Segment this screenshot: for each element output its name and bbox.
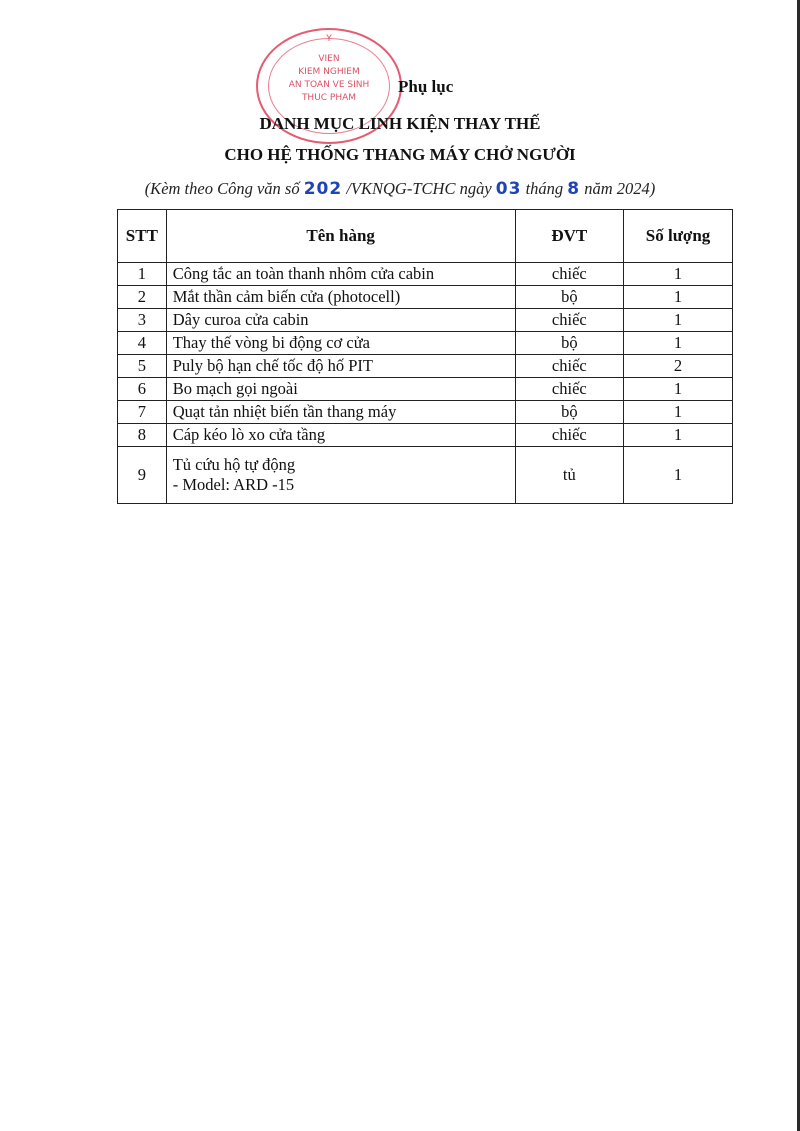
item-model-line: - Model: ARD -15 — [172, 475, 295, 494]
table-row — [118, 424, 733, 447]
cell-item-name: Thay thế vòng bi động cơ cửa — [166, 332, 515, 355]
handwritten-month: 8 — [567, 179, 581, 199]
table-row — [118, 263, 733, 286]
appendix-label: Phụ lục — [398, 77, 454, 96]
seal-text-line: VIEN — [318, 54, 340, 64]
cell-item-name: Mắt thần cảm biến cửa (photocell) — [166, 286, 515, 309]
cell-stt: 1 — [118, 263, 167, 286]
cell-unit: chiếc — [515, 309, 623, 332]
cell-stt: 7 — [118, 401, 167, 424]
item-name-line: Tủ cứu hộ tự động — [172, 455, 296, 474]
cell-unit: chiếc — [515, 378, 623, 401]
column-header-stt: STT — [118, 210, 167, 263]
seal-text-line: AN TOAN VE SINH — [288, 80, 370, 90]
table-header-row — [118, 210, 733, 263]
table-row — [118, 355, 733, 378]
reference-prefix: (Kèm theo Công văn số — [144, 179, 300, 198]
cell-stt: 9 — [118, 447, 167, 504]
table-row — [118, 447, 733, 504]
cell-item-name: Quạt tản nhiệt biến tần thang máy — [166, 401, 515, 424]
table-row — [118, 378, 733, 401]
document-title-line2: CHO HỆ THỐNG THANG MÁY CHỞ NGƯỜI — [224, 145, 576, 164]
table-row — [118, 309, 733, 332]
handwritten-document-number: 202 — [303, 179, 343, 199]
cell-item-name: Bo mạch gọi ngoài — [166, 378, 515, 401]
cell-stt: 5 — [118, 355, 167, 378]
cell-stt: 6 — [118, 378, 167, 401]
table-row — [118, 401, 733, 424]
seal-text-line: THUC PHAM — [301, 93, 357, 103]
document-title-line1: DANH MỤC LINH KIỆN THAY THẾ — [259, 114, 541, 133]
cell-quantity: 1 — [624, 286, 733, 309]
cell-unit: chiếc — [515, 263, 623, 286]
cell-stt: 3 — [118, 309, 167, 332]
table-row — [118, 332, 733, 355]
cell-unit: bộ — [515, 401, 623, 424]
cell-unit: chiếc — [515, 355, 623, 378]
cell-quantity: 1 — [624, 263, 733, 286]
reference-suffix: năm 2024) — [584, 179, 656, 198]
cell-quantity: 1 — [624, 447, 733, 504]
cell-item-name — [166, 447, 515, 504]
cell-unit: chiếc — [515, 424, 623, 447]
cell-unit: bộ — [515, 332, 623, 355]
seal-text-line: KIEM NGHIEM — [298, 67, 360, 77]
month-label: tháng — [525, 179, 564, 198]
cell-item-name: Dây curoa cửa cabin — [166, 309, 515, 332]
cell-item-name: Puly bộ hạn chế tốc độ hố PIT — [166, 355, 515, 378]
cell-quantity: 1 — [624, 309, 733, 332]
cell-unit: tủ — [515, 447, 623, 504]
cell-quantity: 1 — [624, 401, 733, 424]
cell-unit: bộ — [515, 286, 623, 309]
cell-quantity: 1 — [624, 332, 733, 355]
parts-table — [117, 209, 733, 504]
column-header-item-name: Tên hàng — [166, 210, 515, 263]
seal-text-line: Y — [326, 34, 332, 44]
cell-item-name: Cáp kéo lò xo cửa tầng — [166, 424, 515, 447]
cell-stt: 4 — [118, 332, 167, 355]
cell-quantity: 1 — [624, 424, 733, 447]
cell-quantity: 1 — [624, 378, 733, 401]
column-header-quantity: Số lượng — [624, 210, 733, 263]
cell-stt: 2 — [118, 286, 167, 309]
cell-item-name: Công tắc an toàn thanh nhôm cửa cabin — [166, 263, 515, 286]
table-row — [118, 286, 733, 309]
cell-stt: 8 — [118, 424, 167, 447]
handwritten-day: 03 — [495, 179, 522, 199]
cell-quantity: 2 — [624, 355, 733, 378]
reference-line — [0, 179, 800, 199]
reference-code: /VKNQG-TCHC ngày — [346, 179, 492, 198]
column-header-unit: ĐVT — [515, 210, 623, 263]
